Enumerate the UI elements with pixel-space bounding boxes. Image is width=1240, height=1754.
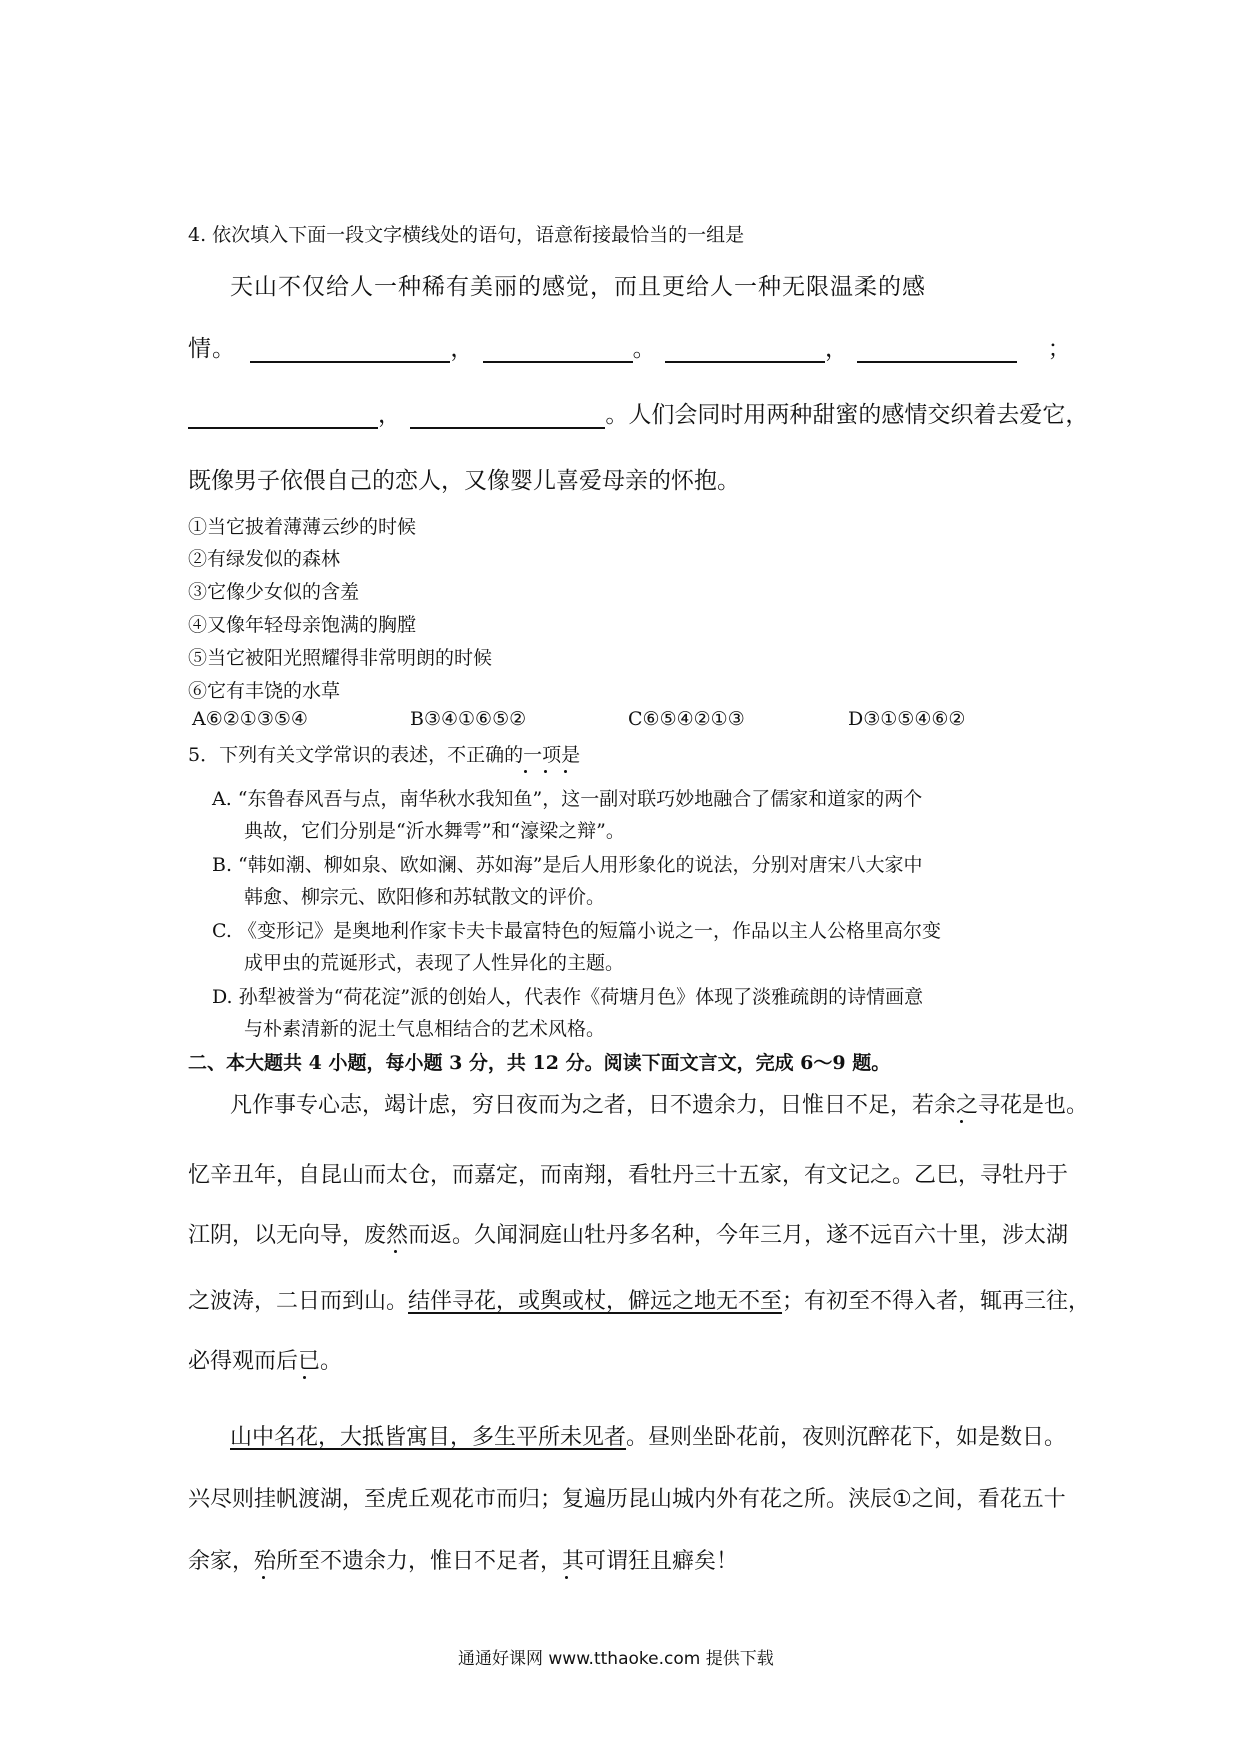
q4-para-line1: 天山不仅给人一种稀有美丽的感觉，而且更给人一种无限温柔的感 [230, 274, 926, 300]
q4-item-1: ①当它披着薄薄云纱的时候 [188, 516, 417, 538]
q4-para-line3-end: 。人们会同时用两种甜蜜的感情交织着去爱它， [605, 402, 1089, 428]
passage-p1-line2: 忆辛丑年，自昆山而太仓，而嘉定，而南翔，看牡丹三十五家，有文记之。乙巳，寻牡丹于 [188, 1163, 1069, 1188]
sep-comma-1: ， [450, 336, 475, 362]
emphasis-dot [524, 770, 527, 773]
q4-item-4: ④又像年轻母亲饱满的胸膛 [188, 614, 417, 636]
q4-para-line2 [188, 330, 1072, 363]
q4-choice-d[interactable]: D③①⑤④⑥② [848, 708, 966, 730]
passage-p1-line4 [188, 1284, 1090, 1315]
q4-item-2: ②有绿发似的森林 [188, 548, 341, 570]
passage-p2-line1 [230, 1420, 1066, 1451]
passage-p1-line4-a: 之波涛，二日而到山。 [188, 1289, 409, 1314]
q5-option-c-line1[interactable]: C. 《变形记》是奥地利作家卡夫卡最富特色的短篇小说之一，作品以主人公格里高尔变 [212, 920, 941, 942]
blank-2[interactable] [483, 335, 633, 363]
underlined-sentence-2: 山中名花，大抵皆寓目，多生平所未见者 [230, 1425, 627, 1450]
blank-5[interactable] [188, 401, 378, 429]
passage-p1-line4-b: ；有初至不得入者，辄再三往， [782, 1289, 1091, 1314]
emphasis-dot [564, 770, 567, 773]
q5-option-a-line1[interactable]: A. “东鲁春风吾与点，南华秋水我知鱼”，这一副对联巧妙地融合了儒家和道家的两个 [212, 788, 923, 810]
passage-p2-line3: 余家，殆所至不遗余力，惟日不足者，其可谓狂且癖矣！ [188, 1549, 739, 1574]
q5-option-c-line2: 成甲虫的荒诞形式，表现了人性异化的主题。 [244, 952, 625, 974]
emphasis-dot [960, 1120, 963, 1123]
q4-para-line3 [188, 396, 1088, 429]
sep-semicolon: ； [1047, 336, 1072, 362]
q5-option-a-line2: 典故，它们分别是“沂水舞雩”和“濠梁之辩”。 [244, 820, 625, 842]
footer-download-note: 通通好课网 www.tthaoke.com 提供下载 [458, 1649, 774, 1669]
emphasis-dot [544, 770, 547, 773]
passage-p1-line1: 凡作事专心志，竭计虑，穷日夜而为之者，日不遗余力，日惟日不足，若余之寻花是也。 [230, 1093, 1089, 1118]
blank-3[interactable] [665, 335, 825, 363]
q4-choice-c[interactable]: C⑥⑤④②①③ [628, 708, 745, 730]
q5-stem: 5．下列有关文学常识的表述，不正确的一项是 [188, 744, 581, 766]
blank-4[interactable] [857, 335, 1017, 363]
q4-item-5: ⑤当它被阳光照耀得非常明朗的时候 [188, 647, 493, 669]
passage-p2-line2: 兴尽则挂帆渡湖，至虎丘观花市而归；复遍历昆山城内外有花之所。浃辰①之间，看花五十 [188, 1487, 1066, 1512]
q4-stem: 4. 依次填入下面一段文字横线处的语句，语意衔接最恰当的一组是 [188, 224, 745, 246]
q4-para-line2-start: 情。 [188, 336, 236, 362]
emphasis-dot [303, 1376, 306, 1379]
sep-comma-3: ， [378, 402, 402, 428]
underlined-sentence-1: 结伴寻花，或舆或杖，僻远之地无不至 [408, 1289, 783, 1314]
q5-option-b-line1[interactable]: B. “韩如潮、柳如泉、欧如澜、苏如海”是后人用形象化的说法，分别对唐宋八大家中 [212, 854, 923, 876]
emphasis-dot [262, 1576, 265, 1579]
blank-6[interactable] [410, 401, 605, 429]
passage-p1-line3: 江阴，以无向导，废然而返。久闻洞庭山牡丹多名种，今年三月，遂不远百六十里，涉太湖 [188, 1223, 1069, 1248]
passage-p1-line5: 必得观而后已。 [188, 1349, 343, 1374]
q5-option-d-line2: 与朴素清新的泥土气息相结合的艺术风格。 [244, 1018, 606, 1040]
q4-item-6: ⑥它有丰饶的水草 [188, 680, 341, 702]
q4-choice-b[interactable]: B③④①⑥⑤② [410, 708, 527, 730]
q5-option-b-line2: 韩愈、柳宗元、欧阳修和苏轼散文的评价。 [244, 886, 606, 908]
q4-item-3: ③它像少女似的含羞 [188, 581, 360, 603]
passage-p2-line1-b: 。昼则坐卧花前，夜则沉醉花下，如是数日。 [626, 1425, 1067, 1450]
q5-option-d-line1[interactable]: D. 孙犁被誉为“荷花淀”派的创始人，代表作《荷塘月色》体现了淡雅疏朗的诗情画意 [212, 986, 924, 1008]
emphasis-dot [394, 1250, 397, 1253]
section-2-heading: 二、本大题共 4 小题，每小题 3 分，共 12 分。阅读下面文言文，完成 6～9 题。 [188, 1052, 891, 1074]
sep-comma-2: ， [824, 336, 849, 362]
q4-choice-a[interactable]: A⑥②①③⑤④ [192, 708, 308, 730]
emphasis-dot [565, 1576, 568, 1579]
sep-period-1: 。 [632, 336, 657, 362]
q4-para-line4: 既像男子依偎自己的恋人，又像婴儿喜爱母亲的怀抱。 [188, 468, 740, 494]
blank-1[interactable] [250, 335, 450, 363]
